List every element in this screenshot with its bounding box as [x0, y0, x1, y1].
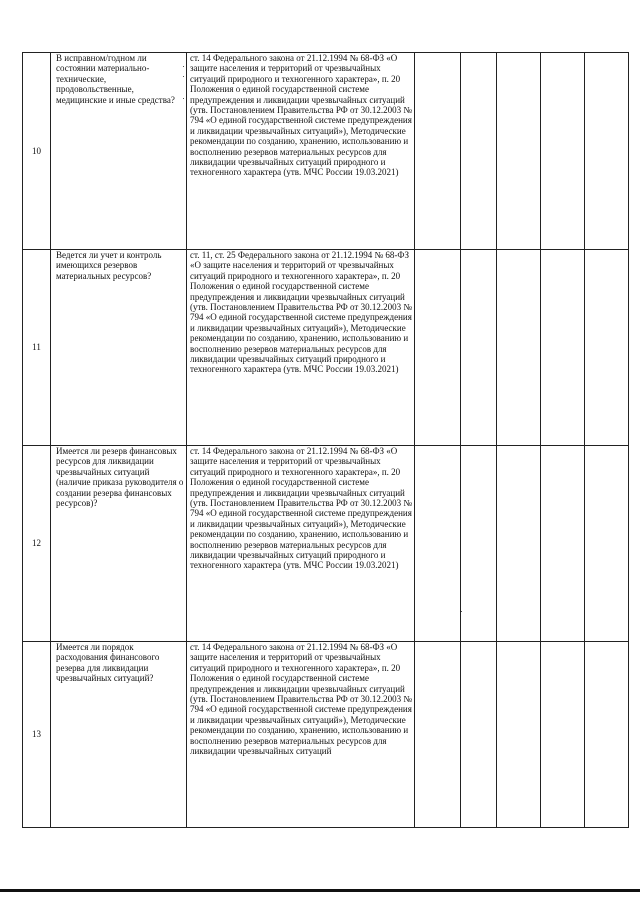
scan-speck: [183, 98, 184, 99]
checklist-table: [22, 52, 629, 828]
legal-basis-cell: ст. 14 Федерального закона от 21.12.1994 № 68-ФЗ «О защите населения и территорий от чрезвычайных ситуаций природного и техногенного характера», п. 20 Положения о единой государственной системе предупреждения и ликвидации чрезвычайных ситуаций (утв. Постановлением Правительства РФ от 30.12.2003 № 794 «О единой государственной системе предупреждения и ликвидации чрезвычайных ситуаций»), Методические рекомендации по созданию, хранению, использованию и восполнению резервов материальных ресурсов для ликвидации чрезвычайных ситуаций природного и техногенного характера (утв. МЧС России 19.03.2021): [187, 446, 415, 642]
question-cell: В исправном/годном ли состоянии материально-технические, продовольственные, медицинские и иные средства?: [51, 53, 187, 250]
table-row: [23, 446, 629, 642]
scan-speck: [183, 66, 184, 67]
legal-basis-cell: ст. 14 Федерального закона от 21.12.1994 № 68-ФЗ «О защите населения и территорий от чрезвычайных ситуаций природного и техногенного характера», п. 20 Положения о единой государственной системе предупреждения и ликвидации чрезвычайных ситуаций (утв. Постановлением Правительства РФ от 30.12.2003 № 794 «О единой государственной системе предупреждения и ликвидации чрезвычайных ситуаций»), Методические рекомендации по созданию, хранению, использованию и восполнению резервов материальных ресурсов для ликвидации чрезвычайных ситуаций: [187, 642, 415, 828]
legal-basis-cell: ст. 14 Федерального закона от 21.12.1994 № 68-ФЗ «О защите населения и территорий от чрезвычайных ситуаций природного и техногенного характера», п. 20 Положения о единой государственной системе предупреждения и ликвидации чрезвычайных ситуаций (утв. Постановлением Правительства РФ от 30.12.2003 № 794 «О единой государственной системе предупреждения и ликвидации чрезвычайных ситуаций»), Методические рекомендации по созданию, хранению, использованию и восполнению резервов материальных ресурсов для ликвидации чрезвычайных ситуаций природного и техногенного характера (утв. МЧС России 19.03.2021): [187, 53, 415, 250]
table-row: [23, 642, 629, 828]
empty-cell: [585, 53, 629, 250]
row-number: 13: [23, 642, 51, 828]
empty-cell: [497, 642, 541, 828]
table-row: [23, 53, 629, 250]
empty-cell: [415, 446, 461, 642]
scan-speck: [461, 611, 462, 612]
page-bottom-rule: [0, 889, 640, 892]
empty-cell: [461, 446, 497, 642]
empty-cell: [585, 250, 629, 446]
row-number: 12: [23, 446, 51, 642]
empty-cell: [541, 642, 585, 828]
question-cell: Имеется ли резерв финансовых ресурсов для ликвидации чрезвычайных ситуаций (наличие приказа руководителя о создании резерва финансовых ресурсов)?: [51, 446, 187, 642]
empty-cell: [585, 446, 629, 642]
legal-basis-cell: ст. 11, ст. 25 Федерального закона от 21.12.1994 № 68-ФЗ «О защите населения и территорий от чрезвычайных ситуаций природного и техногенного характера», п. 20 Положения о единой государственной системе предупреждения и ликвидации чрезвычайных ситуаций (утв. Постановлением Правительства РФ от 30.12.2003 № 794 «О единой государственной системе предупреждения и ликвидации чрезвычайных ситуаций»), Методические рекомендации по созданию, хранению, использованию и восполнению резервов материальных ресурсов для ликвидации чрезвычайных ситуаций природного и техногенного характера (утв. МЧС России 19.03.2021): [187, 250, 415, 446]
empty-cell: [415, 53, 461, 250]
scan-speck: [183, 76, 184, 77]
empty-cell: [415, 250, 461, 446]
empty-cell: [541, 53, 585, 250]
empty-cell: [497, 250, 541, 446]
empty-cell: [461, 642, 497, 828]
empty-cell: [497, 53, 541, 250]
empty-cell: [497, 446, 541, 642]
empty-cell: [415, 642, 461, 828]
question-cell: Ведется ли учет и контроль имеющихся резервов материальных ресурсов?: [51, 250, 187, 446]
empty-cell: [541, 446, 585, 642]
row-number: 10: [23, 53, 51, 250]
row-number: 11: [23, 250, 51, 446]
empty-cell: [585, 642, 629, 828]
question-cell: Имеется ли порядок расходования финансового резерва для ликвидации чрезвычайных ситуаций?: [51, 642, 187, 828]
empty-cell: [461, 53, 497, 250]
table-row: [23, 250, 629, 446]
empty-cell: [461, 250, 497, 446]
empty-cell: [541, 250, 585, 446]
